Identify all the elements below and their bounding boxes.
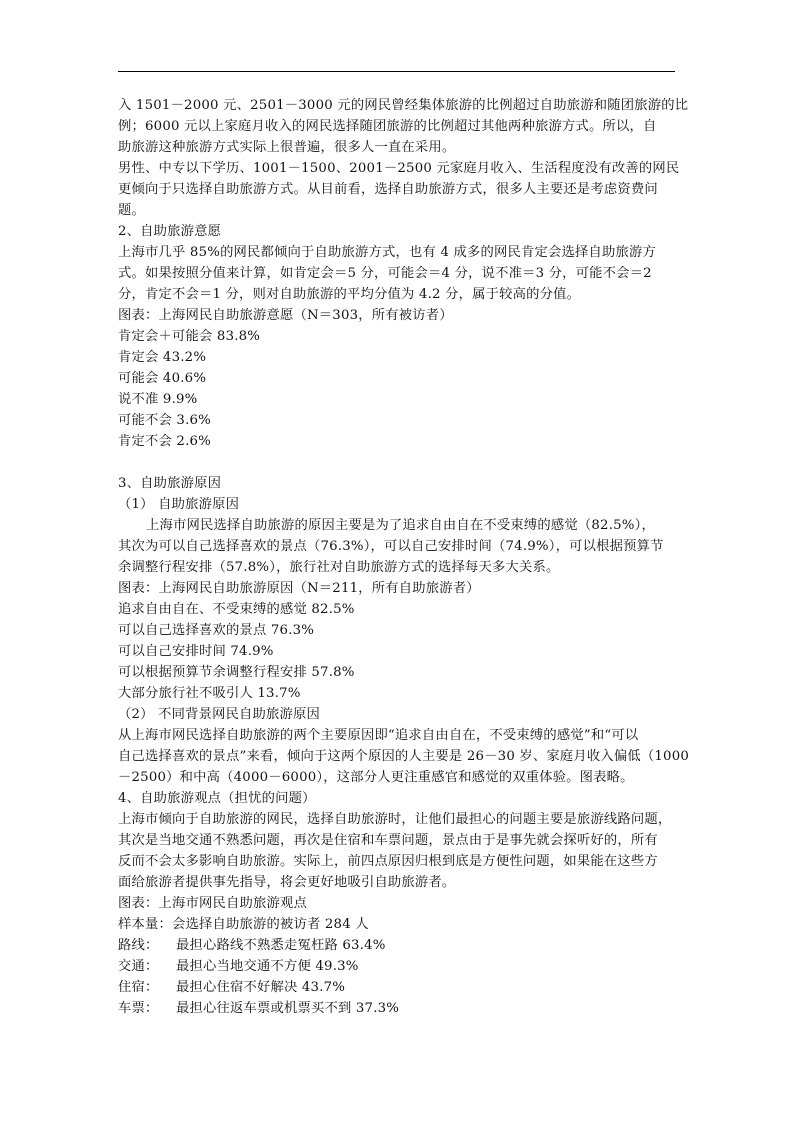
line-text: －2500）和中高（4000－6000），这部分人更注重感官和感觉的双重体验。图表略。 xyxy=(118,770,634,785)
line-text: 可能会 40.6% xyxy=(118,371,207,386)
text-line xyxy=(118,872,678,893)
line-text: 题。 xyxy=(118,203,145,218)
line-text: 大部分旅行社不吸引人 13.7% xyxy=(118,686,301,701)
line-text: 式。如果按照分值来计算，如肯定会＝5 分，可能会＝4 分，说不准＝3 分，可能不会＝2 xyxy=(118,266,652,281)
line-text: 其次为可以自己选择喜欢的景点（76.3%），可以自己安排时间（74.9%），可以根据预算节 xyxy=(118,539,664,554)
text-line xyxy=(118,179,678,200)
line-text: 余调整行程安排（57.8%），旅行社对自助旅游方式的选择每天多大关系。 xyxy=(118,560,560,575)
text-line xyxy=(118,935,678,956)
header-rule xyxy=(118,71,675,72)
line-text: 例；6000 元以上家庭月收入的网民选择随团旅游的比例超过其他两种旅游方式。所以，自 xyxy=(118,119,657,134)
text-line xyxy=(118,137,678,158)
text-line xyxy=(118,410,678,431)
item-label: 路线： xyxy=(118,938,159,953)
item-label: 交通： xyxy=(118,959,159,974)
line-text: 图表：上海市网民自助旅游观点 xyxy=(118,896,307,911)
line-text: 其次是当地交通不熟悉问题，再次是住宿和车票问题，景点由于是事先就会探听好的，所有 xyxy=(118,833,658,848)
text-line xyxy=(118,809,678,830)
line-text: 最担心住宿不好解决 43.7% xyxy=(176,980,346,995)
text-line xyxy=(118,515,678,536)
line-text: 反而不会太多影响自助旅游。实际上，前四点原因归根到底是方便性问题，如果能在这些方 xyxy=(118,854,658,869)
text-line xyxy=(118,599,678,620)
item-label: 车票： xyxy=(118,1001,159,1016)
text-line xyxy=(118,893,678,914)
text-line xyxy=(118,326,678,347)
text-line xyxy=(118,389,678,410)
text-line xyxy=(118,998,678,1019)
line-text: （2） 不同背景网民自助旅游原因 xyxy=(118,707,321,722)
line-text: 图表：上海网民自助旅游原因（N＝211，所有自助旅游者） xyxy=(118,581,480,596)
text-line xyxy=(118,662,678,683)
line-text: 样本量：会选择自助旅游的被访者 284 人 xyxy=(118,917,369,932)
text-line xyxy=(118,914,678,935)
text-line xyxy=(118,851,678,872)
text-line xyxy=(118,158,678,179)
line-text: 最担心往返车票或机票买不到 37.3% xyxy=(176,1001,400,1016)
line-text: 追求自由自在、不受束缚的感觉 82.5% xyxy=(118,602,355,617)
line-text: 男性、中专以下学历、1001－1500、2001－2500 元家庭月收入、生活程度没有改善的网民 xyxy=(118,161,680,176)
text-line xyxy=(118,452,678,473)
text-line xyxy=(118,620,678,641)
line-text: 可能不会 3.6% xyxy=(118,413,211,428)
line-text: 分，肯定不会＝1 分，则对自助旅游的平均分值为 4.2 分，属于较高的分值。 xyxy=(118,287,581,302)
line-text: 肯定会＋可能会 83.8% xyxy=(118,329,261,344)
line-text: 肯定会 43.2% xyxy=(118,350,207,365)
line-text: 图表：上海网民自助旅游意愿（N＝303，所有被访者） xyxy=(118,308,453,323)
line-text: 3、自助旅游原因 xyxy=(118,476,222,491)
text-line xyxy=(118,284,678,305)
line-text: 可以自己选择喜欢的景点 76.3% xyxy=(118,623,315,638)
line-text: 自己选择喜欢的景点”来看，倾向于这两个原因的人主要是 26－30 岁、家庭月收入偏低（1000 xyxy=(118,749,690,764)
text-line xyxy=(118,431,678,452)
text-line xyxy=(118,116,678,137)
text-line xyxy=(118,683,678,704)
text-line xyxy=(118,830,678,851)
line-text: 上海市倾向于自助旅游的网民，选择自助旅游时，让他们最担心的问题主要是旅游线路问题， xyxy=(118,812,672,827)
text-line xyxy=(118,305,678,326)
text-line xyxy=(118,494,678,515)
text-line xyxy=(118,725,678,746)
text-line xyxy=(118,473,678,494)
text-line xyxy=(118,704,678,725)
line-text: 可以自己安排时间 74.9% xyxy=(118,644,274,659)
text-line xyxy=(118,200,678,221)
line-text: 更倾向于只选择自助旅游方式。从目前看，选择自助旅游方式，很多人主要还是考虑资费问 xyxy=(118,182,658,197)
line-text: 从上海市网民选择自助旅游的两个主要原因即“追求自由自在，不受束缚的感觉”和“可以 xyxy=(118,728,639,743)
line-text: 上海市几乎 85%的网民都倾向于自助旅游方式，也有 4 成多的网民肯定会选择自助旅游方 xyxy=(118,245,656,260)
text-line xyxy=(118,347,678,368)
line-text: 可以根据预算节余调整行程安排 57.8% xyxy=(118,665,355,680)
line-text: 最担心路线不熟悉走冤枉路 63.4% xyxy=(176,938,386,953)
line-text: 最担心当地交通不方便 49.3% xyxy=(176,959,359,974)
text-line xyxy=(118,536,678,557)
line-text: 上海市网民选择自助旅游的原因主要是为了追求自由自在不受束缚的感觉（82.5%）， xyxy=(146,518,655,533)
text-line xyxy=(118,788,678,809)
document-body xyxy=(118,95,690,1019)
text-line xyxy=(118,557,678,578)
line-text: （1） 自助旅游原因 xyxy=(118,497,240,512)
line-text: 说不准 9.9% xyxy=(118,392,198,407)
text-line xyxy=(118,746,690,767)
line-text: 面给旅游者提供事先指导，将会更好地吸引自助旅游者。 xyxy=(118,875,456,890)
text-line xyxy=(118,221,678,242)
text-line xyxy=(118,977,678,998)
text-line xyxy=(118,767,678,788)
text-line xyxy=(118,95,689,116)
text-line xyxy=(118,368,678,389)
text-line xyxy=(118,578,678,599)
line-text: 肯定不会 2.6% xyxy=(118,434,211,449)
text-line xyxy=(118,956,678,977)
line-text: 4、自助旅游观点（担忧的问题） xyxy=(118,791,316,806)
text-line xyxy=(118,263,678,284)
text-line xyxy=(118,242,678,263)
line-text: 2、自助旅游意愿 xyxy=(118,224,222,239)
item-label: 住宿： xyxy=(118,980,159,995)
text-line xyxy=(118,641,678,662)
line-text: 助旅游这种旅游方式实际上很普遍，很多人一直在采用。 xyxy=(118,140,456,155)
line-text: 入 1501－2000 元、2501－3000 元的网民曾经集体旅游的比例超过自助旅游和随团旅游的比 xyxy=(118,98,689,113)
